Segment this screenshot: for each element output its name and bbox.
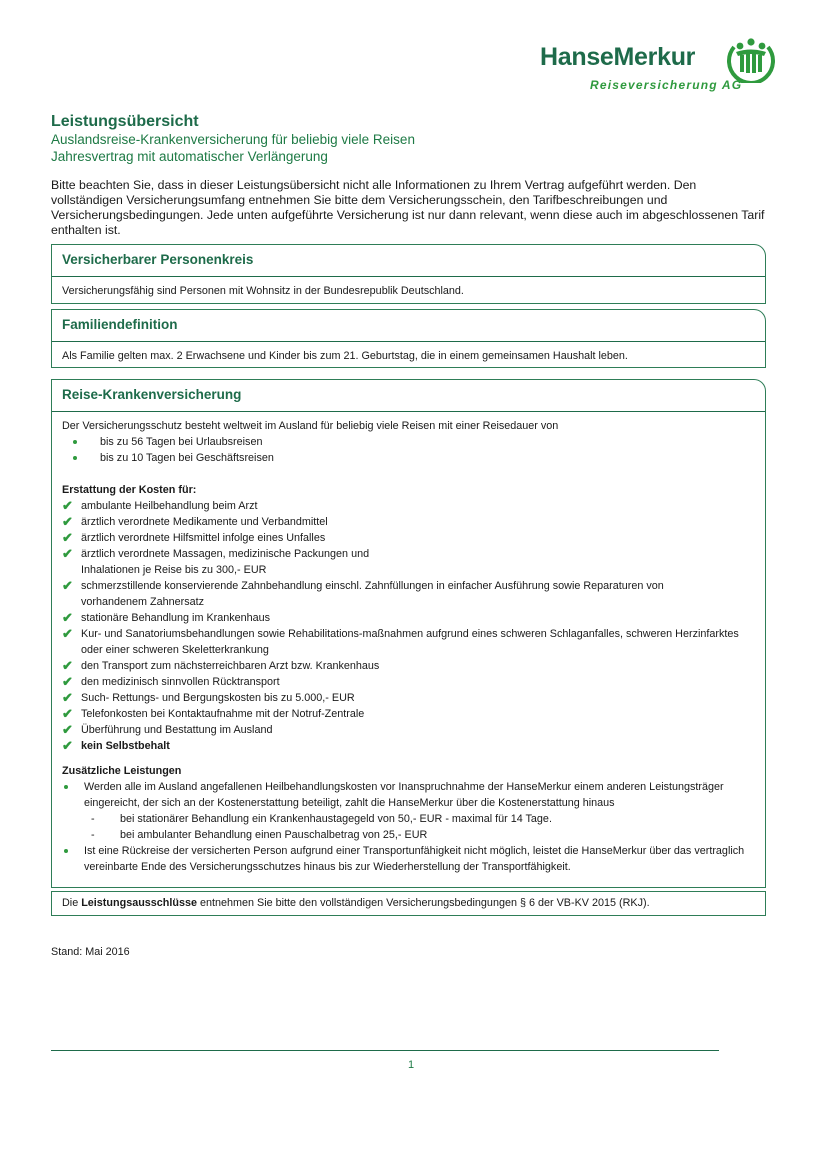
coverage-intro: Der Versicherungsschutz besteht weltweit im Ausland für beliebig viele Reisen mit einer Reisedauer von: [62, 420, 559, 432]
extra-benefits-list: [62, 779, 755, 875]
list-item: Werden alle im Ausland angefallenen Heilbehandlungskosten vor Inanspruchnahme der HanseMerkur einem anderen Leistungsträger eingereicht, der sich an der Kostenerstattung beteiligt, zahlt die HanseMerkur über die Kostenerstattung hinaus: [62, 779, 764, 811]
checkmark-icon: ✔: [62, 738, 73, 753]
checkmark-icon: ✔: [62, 610, 73, 625]
checkmark-icon: ✔: [62, 722, 73, 737]
section-leistungsausschluesse: Die Leistungsausschlüsse entnehmen Sie bitte den vollständigen Versicherungsbedingungen § 6 der VB-KV 2015 (RKJ).: [51, 891, 766, 916]
page-title: Leistungsübersicht: [51, 113, 199, 130]
duration-list: [62, 434, 755, 466]
list-item: Ist eine Rückreise der versicherten Person aufgrund einer Transportunfähigkeit nicht möglich, leistet die HanseMerkur über das vertraglich vereinbarte Ende des Versicherungsschutzes hinaus bis zur Wiederherstellung der Transportfähigkeit.: [62, 843, 764, 875]
page-number: 1: [408, 1059, 415, 1071]
section-heading: Familiendefinition: [52, 310, 765, 342]
document-date: Stand: Mai 2016: [51, 946, 130, 958]
list-item: ✔ ärztlich verordnete Massagen, medizinische Packungen und Inhalationen je Reise bis zu 300,- EUR: [62, 546, 370, 576]
checkmark-icon: ✔: [62, 498, 73, 513]
list-item: ✔ ärztlich verordnete Hilfsmittel infolge eines Unfalles: [62, 530, 326, 545]
checkmark-icon: ✔: [62, 514, 73, 529]
checkmark-icon: ✔: [62, 626, 73, 641]
logo-subline: Reiseversicherung AG: [590, 78, 743, 92]
exclusions-term: Leistungsausschlüsse: [81, 897, 198, 909]
checkmark-icon: ✔: [62, 578, 73, 593]
costs-label: Erstattung der Kosten für:: [62, 484, 197, 496]
list-item: ✔ schmerzstillende konservierende Zahnbehandlung einschl. Zahnfüllungen in einfacher Ausführung sowie Reparaturen von vorhandenem Zahnersatz: [62, 578, 664, 608]
people-circle-logo-icon: [726, 33, 776, 83]
checkmark-icon: ✔: [62, 690, 73, 705]
list-item: ✔ Kur- und Sanatoriumsbehandlungen sowie Rehabilitations-maßnahmen aufgrund eines schweren Schlaganfalles, schweren Herzinfarktes oder einer schweren Skeletterkrankung: [62, 626, 739, 656]
section-text: Versicherungsfähig sind Personen mit Wohnsitz in der Bundesrepublik Deutschland.: [62, 285, 464, 297]
bullet-icon: [64, 849, 68, 853]
list-item: ✔ Telefonkosten bei Kontaktaufnahme mit der Notruf-Zentrale: [62, 706, 365, 721]
costs-list: [62, 498, 755, 754]
list-item: ✔ Such- Rettungs- und Bergungskosten bis zu 5.000,- EUR: [62, 690, 355, 705]
section-reise-krankenversicherung: [51, 379, 766, 888]
intro-paragraph: Bitte beachten Sie, dass in dieser Leistungsübersicht nicht alle Informationen zu Ihrem Vertrag aufgeführt werden. Den vollständigen Versicherungsumfang entnehmen Sie bitte dem Versicherungsschein, den Tarifbeschreibungen und Versicherungsbedingungen. Jede unten aufgeführte Versicherung ist nur dann relevant, wenn diese auch im abgeschlossenen Tarif enthalten ist.: [51, 178, 765, 237]
list-item: ✔ Überführung und Bestattung im Ausland: [62, 722, 273, 737]
list-item: ✔ den Transport zum nächsterreichbaren Arzt bzw. Krankenhaus: [62, 658, 380, 673]
bullet-icon: [64, 785, 68, 789]
logo-wordmark: HanseMerkur: [540, 43, 696, 71]
checkmark-icon: ✔: [62, 706, 73, 721]
list-item: ✔ stationäre Behandlung im Krankenhaus: [62, 610, 271, 625]
sub-list-item: - bei ambulanter Behandlung einen Pauschalbetrag von 25,- EUR: [91, 829, 428, 841]
section-heading: Versicherbarer Personenkreis: [52, 245, 765, 277]
sub-list-item: - bei stationärer Behandlung ein Krankenhaustagegeld von 50,- EUR - maximal für 14 Tage.: [91, 813, 552, 825]
list-item: ✔ ambulante Heilbehandlung beim Arzt: [62, 498, 258, 513]
product-subtitle: Auslandsreise-Krankenversicherung für beliebig viele Reisen: [51, 132, 415, 147]
list-item: ✔ kein Selbstbehalt: [62, 738, 170, 753]
extra-benefits-label: Zusätzliche Leistungen: [62, 765, 182, 777]
list-item: bis zu 56 Tagen bei Urlaubsreisen: [62, 434, 755, 450]
section-personenkreis: [51, 244, 766, 304]
checkmark-icon: ✔: [62, 674, 73, 689]
dash-icon: -: [91, 813, 95, 825]
hansemerkur-logo: [538, 33, 778, 95]
list-item: ✔ ärztlich verordnete Medikamente und Verbandmittel: [62, 514, 328, 529]
contract-subtitle: Jahresvertrag mit automatischer Verlängerung: [51, 149, 328, 164]
checkmark-icon: ✔: [62, 546, 73, 561]
checkmark-icon: ✔: [62, 658, 73, 673]
section-text: Als Familie gelten max. 2 Erwachsene und Kinder bis zum 21. Geburtstag, die in einem gemeinsamen Haushalt leben.: [62, 350, 628, 362]
list-item: ✔ den medizinisch sinnvollen Rücktransport: [62, 674, 280, 689]
section-familiendefinition: [51, 309, 766, 368]
list-item: bis zu 10 Tagen bei Geschäftsreisen: [62, 450, 755, 466]
dash-icon: -: [91, 829, 95, 841]
section-heading: Reise-Krankenversicherung: [52, 380, 765, 412]
checkmark-icon: ✔: [62, 530, 73, 545]
footer-divider: [51, 1050, 719, 1051]
